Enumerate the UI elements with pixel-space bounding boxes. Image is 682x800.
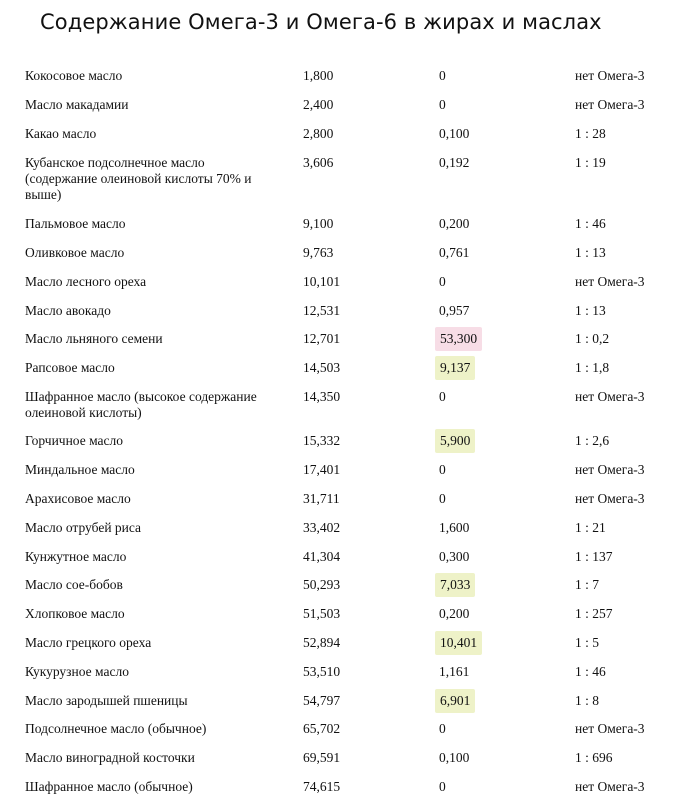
ratio-value: 1 : 137 xyxy=(575,549,613,564)
omega3-cell xyxy=(439,606,469,622)
omega3-value: 0,192 xyxy=(439,155,470,170)
omega6-value: 9,763 xyxy=(303,245,334,260)
omega3-value: 0,957 xyxy=(439,303,470,318)
ratio-value: 1 : 28 xyxy=(575,126,606,141)
omega3-cell xyxy=(439,491,446,507)
omega3-cell xyxy=(439,331,482,351)
ratio-value: 1 : 0,2 xyxy=(575,331,610,346)
omega6-value: 33,402 xyxy=(303,520,341,535)
omega6-value: 54,797 xyxy=(303,693,341,708)
omega3-cell xyxy=(439,433,475,453)
oil-name: Масло сое-бобов xyxy=(25,577,123,592)
omega3-value: 9,137 xyxy=(435,356,475,380)
omega3-cell xyxy=(439,68,446,84)
omega6-value: 31,711 xyxy=(303,491,340,506)
oil-name: Масло виноградной косточки xyxy=(25,750,195,765)
ratio-value: 1 : 46 xyxy=(575,664,606,679)
omega6-value: 74,615 xyxy=(303,779,341,794)
omega3-cell xyxy=(439,721,446,737)
omega3-value: 7,033 xyxy=(435,573,475,597)
oil-name: Шафранное масло (высокое содержание олеиновой кислоты) xyxy=(25,389,257,420)
omega3-cell xyxy=(439,303,469,319)
omega3-cell xyxy=(439,779,446,795)
ratio-value: нет Омега-3 xyxy=(575,779,645,794)
omega3-cell xyxy=(439,462,446,478)
oil-name: Масло макадамии xyxy=(25,97,129,112)
omega3-value: 0,100 xyxy=(439,750,470,765)
omega6-value: 2,400 xyxy=(303,97,334,112)
ratio-value: нет Омега-3 xyxy=(575,68,645,83)
omega3-cell xyxy=(439,635,482,655)
omega6-value: 65,702 xyxy=(303,721,341,736)
omega6-value: 50,293 xyxy=(303,577,341,592)
omega6-value: 14,503 xyxy=(303,360,341,375)
omega3-value: 0 xyxy=(439,462,446,477)
omega6-value: 12,701 xyxy=(303,331,341,346)
omega3-cell xyxy=(439,274,446,290)
omega3-cell xyxy=(439,693,475,713)
oil-name: Кунжутное масло xyxy=(25,549,127,564)
omega6-value: 52,894 xyxy=(303,635,341,650)
ratio-value: 1 : 5 xyxy=(575,635,600,650)
ratio-value: 1 : 7 xyxy=(575,577,600,592)
omega3-cell xyxy=(439,245,469,261)
omega6-value: 14,350 xyxy=(303,389,341,404)
oil-name: Миндальное масло xyxy=(25,462,135,477)
omega3-value: 0 xyxy=(439,68,446,83)
ratio-value: нет Омега-3 xyxy=(575,97,645,112)
oil-name: Оливковое масло xyxy=(25,245,125,260)
oil-name: Масло лесного ореха xyxy=(25,274,147,289)
omega3-value: 0,100 xyxy=(439,126,470,141)
oil-name: Масло зародышей пшеницы xyxy=(25,693,188,708)
omega6-value: 41,304 xyxy=(303,549,341,564)
omega6-value: 51,503 xyxy=(303,606,341,621)
omega6-value: 3,606 xyxy=(303,155,334,170)
oil-name: Горчичное масло xyxy=(25,433,124,448)
omega6-value: 17,401 xyxy=(303,462,341,477)
ratio-value: 1 : 1,8 xyxy=(575,360,610,375)
omega3-cell xyxy=(439,155,469,171)
omega6-value: 10,101 xyxy=(303,274,341,289)
omega6-value: 15,332 xyxy=(303,433,341,448)
oil-name: Какао масло xyxy=(25,126,97,141)
page-title: Содержание Омега-3 и Омега-6 в жирах и маслах xyxy=(40,10,602,34)
omega3-value: 0 xyxy=(439,491,446,506)
omega3-value: 5,900 xyxy=(435,429,475,453)
omega3-value: 1,600 xyxy=(439,520,470,535)
omega3-cell xyxy=(439,520,469,536)
omega3-value: 0,300 xyxy=(439,549,470,564)
omega6-value: 69,591 xyxy=(303,750,341,765)
omega6-value: 1,800 xyxy=(303,68,334,83)
omega6-value: 9,100 xyxy=(303,216,334,231)
omega3-value: 0 xyxy=(439,779,446,794)
omega3-value: 0 xyxy=(439,721,446,736)
ratio-value: нет Омега-3 xyxy=(575,274,645,289)
ratio-value: 1 : 13 xyxy=(575,303,606,318)
oil-name: Шафранное масло (обычное) xyxy=(25,779,193,794)
oil-name: Пальмовое масло xyxy=(25,216,126,231)
oil-name: Подсолнечное масло (обычное) xyxy=(25,721,207,736)
oil-name: Кукурузное масло xyxy=(25,664,129,679)
oil-name: Арахисовое масло xyxy=(25,491,131,506)
omega3-cell xyxy=(439,577,475,597)
omega3-cell xyxy=(439,389,446,405)
omega3-value: 0 xyxy=(439,274,446,289)
omega3-value: 10,401 xyxy=(435,631,482,655)
ratio-value: 1 : 46 xyxy=(575,216,606,231)
omega3-cell xyxy=(439,549,469,565)
ratio-value: нет Омега-3 xyxy=(575,389,645,404)
oil-name: Рапсовое масло xyxy=(25,360,115,375)
omega3-cell xyxy=(439,126,469,142)
omega6-value: 2,800 xyxy=(303,126,334,141)
ratio-value: 1 : 19 xyxy=(575,155,606,170)
oil-name: Масло авокадо xyxy=(25,303,111,318)
omega3-cell xyxy=(439,97,446,113)
omega3-value: 0 xyxy=(439,389,446,404)
ratio-value: 1 : 21 xyxy=(575,520,606,535)
omega3-value: 6,901 xyxy=(435,689,475,713)
omega3-value: 0,200 xyxy=(439,606,470,621)
ratio-value: 1 : 257 xyxy=(575,606,613,621)
ratio-value: 1 : 696 xyxy=(575,750,613,765)
omega3-cell xyxy=(439,750,469,766)
oil-name: Кокосовое масло xyxy=(25,68,123,83)
omega3-value: 53,300 xyxy=(435,327,482,351)
ratio-value: 1 : 13 xyxy=(575,245,606,260)
ratio-value: 1 : 2,6 xyxy=(575,433,610,448)
omega6-value: 53,510 xyxy=(303,664,341,679)
oil-name: Масло льняного семени xyxy=(25,331,163,346)
omega3-value: 0,761 xyxy=(439,245,470,260)
oil-name: Кубанское подсолнечное масло (содержание олеиновой кислоты 70% и выше) xyxy=(25,155,252,202)
oil-name: Масло грецкого ореха xyxy=(25,635,152,650)
oil-name: Хлопковое масло xyxy=(25,606,125,621)
omega3-cell xyxy=(439,664,469,680)
omega3-value: 0 xyxy=(439,97,446,112)
omega6-value: 12,531 xyxy=(303,303,341,318)
omega3-value: 1,161 xyxy=(439,664,470,679)
omega3-cell xyxy=(439,360,475,380)
ratio-value: нет Омега-3 xyxy=(575,721,645,736)
ratio-value: нет Омега-3 xyxy=(575,462,645,477)
oil-name: Масло отрубей риса xyxy=(25,520,142,535)
omega3-cell xyxy=(439,216,469,232)
ratio-value: нет Омега-3 xyxy=(575,491,645,506)
ratio-value: 1 : 8 xyxy=(575,693,600,708)
omega3-value: 0,200 xyxy=(439,216,470,231)
